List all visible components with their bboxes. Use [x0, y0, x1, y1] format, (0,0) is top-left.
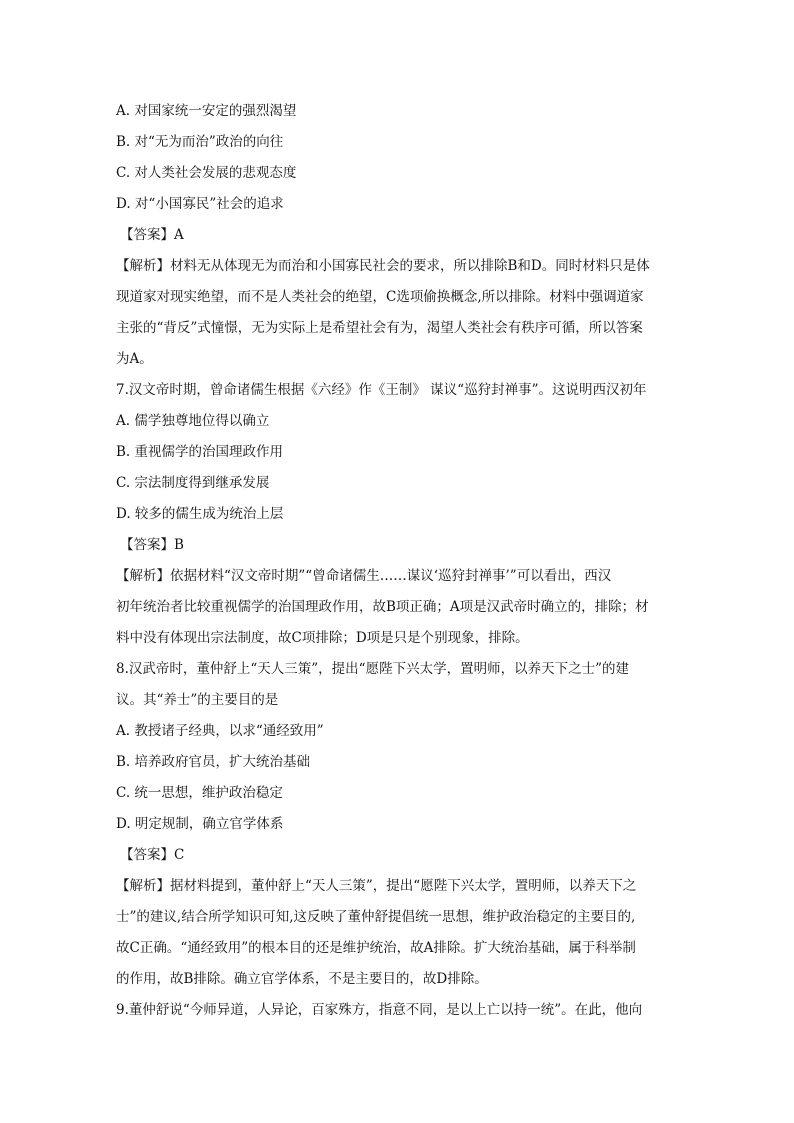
analysis-line: 士”的建议,结合所学知识可知,这反映了董仲舒提倡统一思想，维护政治稳定的主要目的,	[116, 909, 636, 925]
analysis-line: 现道家对现实绝望，而不是人类社会的绝望，C选项偷换概念,所以排除。材料中强调道家	[116, 289, 644, 305]
answer-line: 【答案】B	[120, 537, 184, 553]
option-line: D. 对“小国寡民”社会的追求	[116, 196, 284, 212]
option-line: B. 培养政府官员，扩大统治基础	[116, 754, 311, 770]
document-content	[116, 96, 682, 1026]
option-line: D. 明定规制，确立官学体系	[116, 816, 284, 832]
analysis-line: 初年统治者比较重视儒学的治国理政作用，故B项正确；A项是汉武帝时确立的，排除；材	[116, 599, 649, 615]
option-line: C. 对人类社会发展的悲观态度	[116, 165, 297, 181]
option-line: A. 教授诸子经典，以求“通经致用”	[116, 723, 324, 739]
question-line: 9.董仲舒说“今师异道，人异论，百家殊方，指意不同，是以上亡以持一统”。在此，他向	[116, 1002, 643, 1018]
answer-line: 【答案】C	[120, 847, 185, 863]
option-line: B. 对“无为而治”政治的向往	[116, 134, 284, 150]
question-line: 议。其“养士”的主要目的是	[116, 692, 279, 708]
analysis-line: 【解析】材料无从体现无为而治和小国寡民社会的要求，所以排除B和D。同时材料只是体	[116, 258, 650, 274]
option-line: B. 重视儒学的治国理政作用	[116, 444, 284, 460]
question-line: 8.汉武帝时，董仲舒上“天人三策”，提出“愿陛下兴太学，置明师，以养天下之士”的建	[116, 661, 629, 677]
option-line: A. 对国家统一安定的强烈渴望	[116, 103, 297, 119]
analysis-line: 【解析】依据材料“汉文帝时期”“曾命诸儒生……谋议‘巡狩封禅事’”可以看出，西汉	[116, 568, 612, 584]
analysis-line: 料中没有体现出宗法制度，故C项排除；D项是只是个别现象，排除。	[116, 630, 529, 646]
analysis-line: 的作用，故B排除。确立官学体系，不是主要目的，故D排除。	[116, 971, 488, 987]
question-line: 7.汉文帝时期，曾命诸儒生根据《六经》作《王制》 谋议“巡狩封禅事”。这说明西汉初年	[116, 382, 647, 398]
option-line: C. 统一思想，维护政治稳定	[116, 785, 283, 801]
option-line: D. 较多的儒生成为统治上层	[116, 506, 284, 522]
analysis-line: 主张的“背反”式憧憬，无为实际上是希望社会有为，渴望人类社会有秩序可循，所以答案	[116, 320, 643, 336]
answer-line: 【答案】A	[120, 227, 184, 243]
analysis-line: 故C正确。“通经致用”的根本目的还是维护统治，故A排除。扩大统治基础，属于科举制	[116, 940, 636, 956]
option-line: A. 儒学独尊地位得以确立	[116, 413, 270, 429]
analysis-line: 【解析】据材料提到，董仲舒上“天人三策”，提出“愿陛下兴太学，置明师，以养天下之	[116, 878, 637, 894]
analysis-line: 为A。	[116, 351, 153, 367]
option-line: C. 宗法制度得到继承发展	[116, 475, 270, 491]
